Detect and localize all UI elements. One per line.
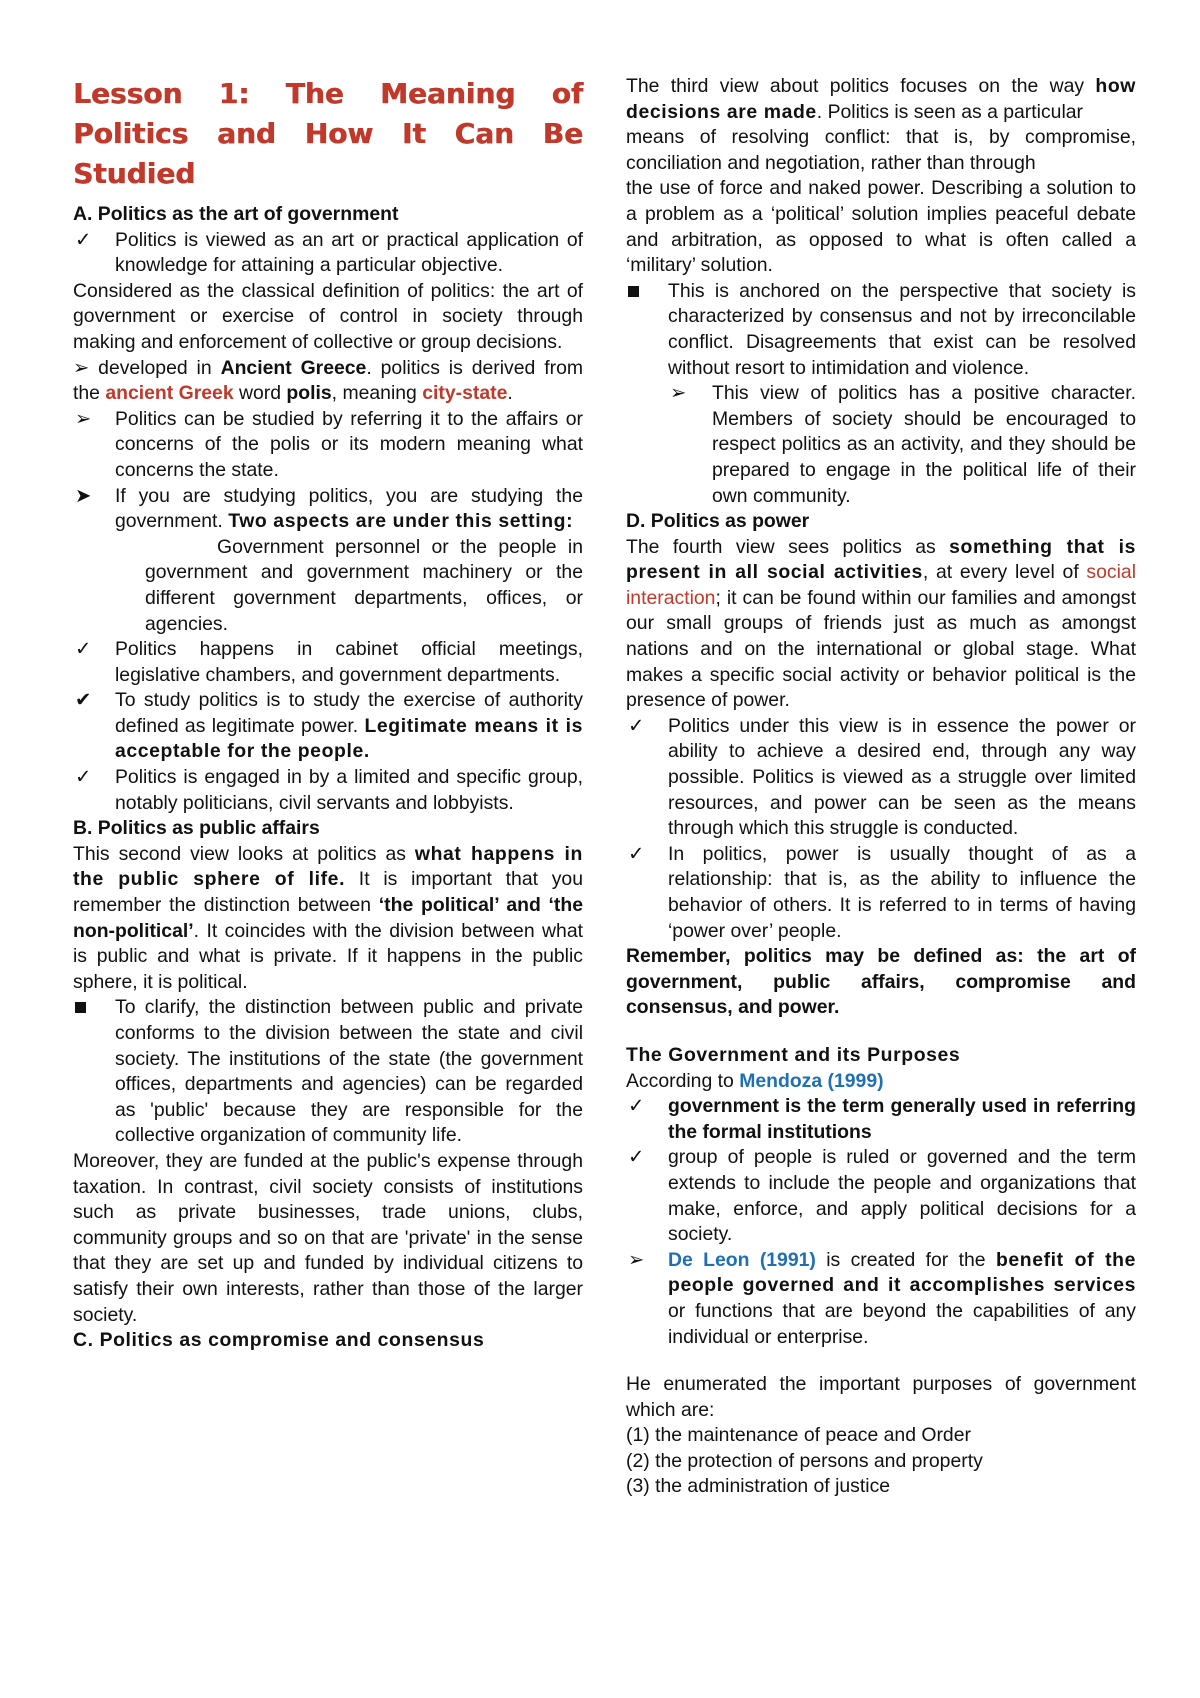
list-item: ➢ Politics can be studied by referring it to the affairs or concerns of the polis or its modern meaning what concerns the state. [75, 407, 583, 481]
list-item: ✓ government is the term generally used in referring the formal institutions [628, 1095, 1136, 1143]
check-icon: ✔ [75, 689, 92, 712]
arrow-icon: ➢ [75, 407, 92, 430]
section-b-heading: B. Politics as public affairs [73, 817, 320, 840]
paragraph: This second view looks at politics as what happens in the public sphere of life. It is important that you remember the distinction between ‘the political’ and ‘the non-political’. It coincides with the division between what is public and what is private. If it happens in the public sphere, it is political. [73, 842, 584, 993]
check-icon: ✓ [628, 1095, 645, 1118]
check-icon: ✓ [75, 638, 92, 661]
paragraph: means of resolving conflict: that is, by compromise, conciliation and negotiation, rather than through [626, 126, 1136, 174]
section-c-heading: C. Politics as compromise and consensus [73, 1329, 485, 1352]
list-item: ✓ Politics happens in cabinet official meetings, legislative chambers, and government departments. [75, 638, 583, 686]
lesson-title: Lesson 1: The Meaning of Politics and How It Can Be Studied [73, 77, 583, 190]
section-d-heading: D. Politics as power [626, 510, 810, 533]
arrow-icon: ➢ [670, 382, 687, 405]
check-icon: ✓ [75, 766, 92, 789]
square-bullet-icon [628, 279, 664, 305]
paragraph: According to Mendoza (1999) [626, 1069, 884, 1092]
list-item: To clarify, the distinction between public and private conforms to the division between the state and civil society. The institutions of the state (the government offices, departments and agencies) can be regarded as 'public' because they are responsible for the collective organization of community life. [73, 995, 583, 1149]
purpose-item: (1) the maintenance of peace and Order [626, 1424, 971, 1447]
list-item: ✓ In politics, power is usually thought of as a relationship: that is, as the ability to influence the behavior of others. It is referred to in terms of having ‘power over’ people. [628, 842, 1136, 942]
list-item: ✓ Politics is viewed as an art or practical application of knowledge for attaining a particular objective. [75, 228, 583, 277]
list-item: ➢ This view of politics has a positive character. Members of society should be encouraged to respect politics as an activity, and they should be prepared to engage in the political life of their own community. [670, 382, 1136, 507]
list-item: This is anchored on the perspective that society is characterized by consensus and not by irreconcilable conflict. Disagreements that exist can be resolved without resort to intimidation and violence. [626, 279, 1136, 381]
arrow-icon: ➤ [75, 484, 92, 507]
paragraph: He enumerated the important purposes of government which are: [626, 1373, 1136, 1421]
check-icon: ✓ [628, 842, 645, 865]
check-icon: ✓ [628, 1146, 645, 1169]
government-heading: The Government and its Purposes [626, 1043, 961, 1066]
list-item: ✓ Politics under this view is in essence the power or ability to achieve a desired end, through any way possible. Politics is viewed as a struggle over limited resources, and power can be seen as the means through which this struggle is conducted. [628, 714, 1136, 840]
paragraph: Moreover, they are funded at the public's expense through taxation. In contrast, civil society consists of institutions such as private businesses, trade unions, clubs, community groups and so on that are 'private' in the sense that they are set up and funded by individual citizens to satisfy their own interests, rather than those of the larger society. [73, 1149, 583, 1326]
right-column [626, 74, 1136, 1500]
paragraph: The third view about politics focuses on the way how decisions are made. Politics is seen as a particular [626, 75, 1136, 123]
paragraph: The fourth view sees politics as something that is present in all social activities, at every level of social interaction; it can be found within our families and amongst our small groups of friends just as much as amongst nations and on the international or global stage. What makes a specific social activity or behavior political is the presence of power. [626, 535, 1136, 712]
paragraph: the use of force and naked power. Describing a solution to a problem as a ‘political’ solution implies peaceful debate and arbitration, as opposed to what is often called a ‘military’ solution. [626, 177, 1136, 277]
list-item: ✓ Politics is engaged in by a limited and specific group, notably politicians, civil servants and lobbyists. [75, 766, 583, 814]
paragraph: ➢ developed in Ancient Greece. politics is derived from the ancient Greek word polis, meaning city-state. [73, 356, 584, 405]
list-item: ✓ group of people is ruled or governed and the term extends to include the people and organizations that make, enforce, and apply political decisions for a society. [628, 1146, 1136, 1246]
purpose-item: (2) the protection of persons and property [626, 1449, 983, 1472]
check-icon: ✓ [75, 228, 92, 251]
list-item: ➤ If you are studying politics, you are studying the government. Two aspects are under this setting: [75, 484, 583, 533]
sub-paragraph: Government personnel or the people in government and government machinery or the different government departments, offices, or agencies. [145, 535, 583, 635]
arrow-icon: ➢ [628, 1248, 645, 1271]
arrow-icon: ➢ [73, 356, 90, 379]
purpose-item: (3) the administration of justice [626, 1475, 891, 1498]
check-icon: ✓ [628, 714, 645, 737]
remember-note: Remember, politics may be defined as: the art of government, public affairs, compromise and consensus, and power. [626, 945, 1136, 1019]
square-bullet-icon [75, 995, 111, 1021]
paragraph: Considered as the classical definition of politics: the art of government or exercise of control in society through making and enforcement of collective or group decisions. [73, 279, 583, 353]
list-item: ➢ De Leon (1991) is created for the benefit of the people governed and it accomplishes services or functions that are beyond the capabilities of any individual or enterprise. [628, 1248, 1137, 1348]
list-item: ✔ To study politics is to study the exercise of authority defined as legitimate power. Legitimate means it is acceptable for the people. [75, 689, 584, 763]
section-a-heading: A. Politics as the art of government [73, 203, 399, 225]
left-column [73, 74, 583, 1354]
